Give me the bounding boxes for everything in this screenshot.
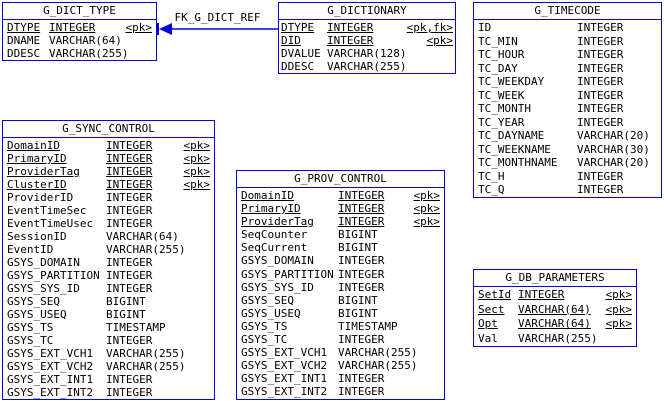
column-row (237, 189, 444, 202)
column-name: TC_HOUR (478, 48, 525, 61)
column-row (279, 34, 455, 47)
column-row (3, 360, 214, 373)
entity-title: G_DICT_TYPE (3, 3, 156, 20)
column-row (3, 269, 214, 282)
column-row (3, 152, 214, 165)
entity-g-timecode[interactable] (473, 2, 662, 198)
column-name: GSYS_PARTITION (241, 267, 334, 281)
column-type: VARCHAR(255) (106, 360, 186, 373)
column-row (3, 386, 214, 399)
column-type: INTEGER (106, 139, 153, 152)
column-name: PrimaryID (241, 202, 301, 216)
arrowhead-icon (159, 23, 172, 35)
column-type: VARCHAR(255) (338, 346, 418, 360)
column-name: Sect (478, 302, 505, 316)
column-name: DID (281, 34, 301, 47)
column-type: INTEGER (338, 189, 385, 202)
column-row (474, 303, 636, 318)
column-name: TC_H (478, 169, 505, 183)
column-key: <pk> (426, 34, 453, 47)
column-name: DVALUE (281, 47, 321, 60)
column-name: GSYS_TC (241, 333, 288, 347)
column-key: <pk> (183, 178, 210, 191)
column-row (3, 334, 214, 347)
column-name: SeqCounter (241, 228, 308, 242)
column-type: INTEGER (106, 152, 153, 165)
column-row (3, 204, 214, 217)
column-type: INTEGER (106, 165, 153, 178)
column-row (237, 228, 444, 241)
column-key: <pk,fk> (406, 21, 453, 34)
column-name: GSYS_SYS_ID (241, 280, 314, 294)
entity-columns (474, 20, 661, 197)
column-row (474, 288, 636, 303)
column-row (3, 256, 214, 269)
column-name: TC_WEEK (478, 88, 525, 102)
column-name: SessionID (7, 230, 67, 243)
column-key: <pk> (183, 165, 210, 178)
column-type: VARCHAR(255) (106, 347, 186, 360)
column-row (237, 268, 444, 281)
column-type: INTEGER (338, 267, 385, 281)
column-name: GSYS_EXT_INT1 (241, 372, 328, 386)
column-row (474, 102, 661, 116)
column-key: <pk> (413, 189, 440, 202)
entity-g-db-parameters[interactable] (473, 269, 637, 347)
column-name: TC_DAYNAME (478, 129, 545, 142)
column-row (3, 243, 214, 256)
column-type: BIGINT (106, 308, 146, 321)
fk-relationship-label: FK_G_DICT_REF (174, 11, 261, 24)
entity-title: G_PROV_CONTROL (237, 171, 444, 188)
column-name: GSYS_TC (7, 334, 54, 347)
entity-g-sync-control[interactable] (2, 120, 215, 400)
column-key: <pk> (183, 152, 210, 165)
column-row (279, 21, 455, 34)
column-row (237, 215, 444, 228)
column-name: TC_MONTH (478, 102, 531, 115)
column-name: DDESC (281, 60, 315, 73)
column-name: GSYS_USEQ (7, 308, 67, 321)
column-row (474, 156, 661, 170)
column-name: GSYS_TS (241, 319, 288, 333)
entity-columns (3, 138, 214, 399)
column-type: INTEGER (577, 102, 624, 115)
entity-title: G_DB_PARAMETERS (474, 270, 636, 287)
column-type: VARCHAR(128) (327, 47, 407, 60)
entity-columns (279, 20, 455, 73)
column-row (237, 202, 444, 215)
column-name: GSYS_EXT_INT1 (7, 373, 94, 386)
column-row (237, 385, 444, 398)
column-row (279, 60, 455, 73)
column-key: <pk> (605, 317, 632, 330)
column-row (237, 346, 444, 359)
column-name: GSYS_EXT_VCH2 (7, 360, 94, 373)
column-name: DTYPE (281, 21, 315, 34)
column-type: INTEGER (106, 282, 153, 295)
column-name: TC_Q (478, 183, 505, 196)
column-type: INTEGER (577, 48, 624, 61)
column-type: VARCHAR(255) (106, 243, 186, 256)
column-type: INTEGER (577, 169, 624, 183)
column-type: INTEGER (106, 191, 153, 204)
column-name: GSYS_SEQ (241, 293, 294, 307)
column-row (474, 48, 661, 62)
column-row (237, 320, 444, 333)
column-name: EventID (7, 243, 54, 256)
column-name: Val (478, 331, 498, 345)
column-row (3, 373, 214, 386)
entity-g-dictionary[interactable] (278, 2, 456, 74)
column-name: SetId (478, 288, 512, 301)
column-name: TC_MONTHNAME (478, 156, 558, 169)
column-row (237, 333, 444, 346)
column-row (474, 183, 661, 197)
column-type: VARCHAR(64) (49, 34, 122, 47)
column-type: VARCHAR(255) (518, 331, 598, 345)
column-name: DDESC (7, 47, 41, 60)
column-type: INTEGER (338, 254, 385, 268)
column-type: INTEGER (577, 75, 624, 88)
column-name: ClusterID (7, 178, 67, 191)
column-row (474, 21, 661, 35)
column-type: INTEGER (327, 34, 374, 47)
column-type: BIGINT (106, 295, 146, 308)
column-type: BIGINT (338, 228, 378, 242)
column-row (474, 62, 661, 76)
column-name: DomainID (241, 189, 294, 202)
column-name: SeqCurrent (241, 241, 308, 255)
column-type: INTEGER (106, 373, 153, 386)
column-row (3, 230, 214, 243)
column-row (474, 317, 636, 332)
column-type: BIGINT (338, 293, 378, 307)
column-row (474, 75, 661, 89)
arrowhead-tip-bar (156, 23, 159, 35)
column-name: GSYS_TS (7, 321, 54, 334)
column-type: INTEGER (338, 372, 385, 386)
column-type: INTEGER (106, 256, 153, 269)
column-name: TC_YEAR (478, 115, 525, 129)
column-type: INTEGER (106, 178, 153, 191)
column-row (3, 347, 214, 360)
column-row (474, 35, 661, 49)
column-name: GSYS_EXT_VCH1 (7, 347, 94, 360)
column-row (3, 165, 214, 178)
column-row (474, 332, 636, 347)
column-row (3, 178, 214, 191)
column-type: INTEGER (338, 385, 385, 399)
column-row (237, 359, 444, 372)
column-type: INTEGER (106, 269, 153, 282)
column-key: <pk> (413, 215, 440, 229)
entity-columns (474, 287, 636, 346)
column-key: <pk> (183, 139, 210, 152)
column-row (3, 34, 156, 47)
column-name: GSYS_USEQ (241, 306, 301, 320)
column-row (474, 170, 661, 184)
column-type: VARCHAR(64) (106, 230, 179, 243)
column-name: GSYS_SEQ (7, 295, 60, 308)
column-name: TC_WEEKDAY (478, 75, 545, 88)
column-name: GSYS_EXT_VCH2 (241, 359, 328, 373)
column-key: <pk> (413, 202, 440, 216)
entity-title: G_TIMECODE (474, 3, 661, 20)
entity-columns (237, 188, 444, 399)
column-type: VARCHAR(64) (518, 317, 591, 330)
column-name: DNAME (7, 34, 41, 47)
column-key: <pk> (605, 302, 632, 316)
column-row (474, 129, 661, 143)
column-name: ProviderTag (241, 215, 314, 229)
column-name: GSYS_EXT_INT2 (7, 386, 94, 399)
column-row (3, 191, 214, 204)
column-name: Opt (478, 317, 498, 330)
column-key: <pk> (125, 21, 152, 34)
column-type: VARCHAR(30) (577, 142, 650, 156)
column-type: VARCHAR(255) (49, 47, 129, 60)
column-name: GSYS_PARTITION (7, 269, 100, 282)
column-row (3, 217, 214, 230)
column-row (474, 143, 661, 157)
column-name: GSYS_SYS_ID (7, 282, 80, 295)
column-row (3, 308, 214, 321)
column-type: INTEGER (338, 215, 385, 229)
column-row (237, 307, 444, 320)
column-row (237, 254, 444, 267)
column-row (279, 47, 455, 60)
column-type: INTEGER (106, 386, 153, 399)
column-row (3, 321, 214, 334)
column-type: INTEGER (577, 88, 624, 102)
column-name: DomainID (7, 139, 60, 152)
column-type: INTEGER (577, 34, 624, 48)
column-name: TC_DAY (478, 61, 518, 75)
column-row (474, 116, 661, 130)
column-type: INTEGER (577, 183, 624, 196)
column-type: INTEGER (327, 21, 374, 34)
column-name: GSYS_DOMAIN (241, 254, 314, 268)
column-name: ID (478, 21, 492, 34)
column-row (474, 89, 661, 103)
entity-g-dict-type[interactable] (2, 2, 157, 61)
column-type: INTEGER (577, 115, 624, 129)
column-name: EventTimeUsec (7, 217, 94, 230)
column-name: PrimaryID (7, 152, 67, 165)
column-type: INTEGER (577, 61, 624, 75)
column-type: INTEGER (338, 280, 385, 294)
column-type: INTEGER (577, 21, 624, 34)
column-type: VARCHAR(64) (518, 302, 591, 316)
column-type: INTEGER (106, 217, 153, 230)
column-type: INTEGER (49, 21, 96, 34)
column-name: TC_MIN (478, 34, 518, 48)
entity-g-prov-control[interactable] (236, 170, 445, 400)
column-row (3, 282, 214, 295)
column-name: TC_WEEKNAME (478, 142, 551, 156)
column-type: VARCHAR(255) (327, 60, 407, 73)
column-type: VARCHAR(255) (338, 359, 418, 373)
entity-title: G_SYNC_CONTROL (3, 121, 214, 138)
column-type: TIMESTAMP (338, 319, 398, 333)
column-row (237, 294, 444, 307)
column-row (3, 21, 156, 34)
column-name: ProviderTag (7, 165, 80, 178)
column-row (237, 372, 444, 385)
column-type: INTEGER (338, 333, 385, 347)
column-row (3, 295, 214, 308)
column-name: GSYS_EXT_VCH1 (241, 346, 328, 360)
column-type: BIGINT (338, 306, 378, 320)
column-type: VARCHAR(20) (577, 156, 650, 169)
column-type: TIMESTAMP (106, 321, 166, 334)
column-name: GSYS_EXT_INT2 (241, 385, 328, 399)
column-type: VARCHAR(20) (577, 129, 650, 142)
column-name: DTYPE (7, 21, 41, 34)
column-type: INTEGER (518, 288, 565, 301)
column-row (237, 281, 444, 294)
column-row (237, 241, 444, 254)
entity-columns (3, 20, 156, 60)
column-name: ProviderID (7, 191, 74, 204)
column-row (3, 47, 156, 60)
column-type: INTEGER (338, 202, 385, 216)
column-name: GSYS_DOMAIN (7, 256, 80, 269)
column-key: <pk> (605, 288, 632, 301)
column-type: INTEGER (106, 334, 153, 347)
column-row (3, 139, 214, 152)
column-name: EventTimeSec (7, 204, 87, 217)
column-type: BIGINT (338, 241, 378, 255)
column-type: INTEGER (106, 204, 153, 217)
entity-title: G_DICTIONARY (279, 3, 455, 20)
